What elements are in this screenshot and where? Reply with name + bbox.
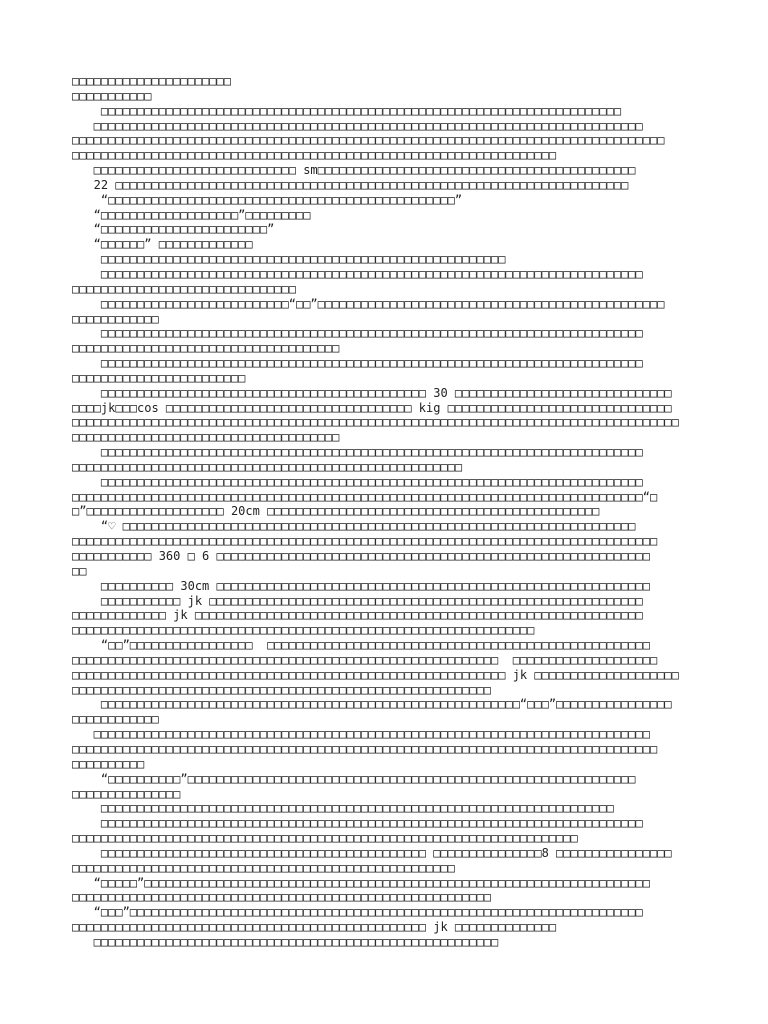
text-line: □□□□□□□□□□□□□□□□□□□□□□□□□□□□□□□□□□□□□□□□□□□□□□□□□□□□□□□□□□□□□□□□□□□□□□□□□□□ (72, 474, 643, 489)
text-line: □□□□□□□□□□□□□□□□□□□□□□□□□□□□□□□□□□□□□ (72, 430, 340, 445)
text-line: □”□□□□□□□□□□□□□□□□□□□ 20cm □□□□□□□□□□□□□□□□□□□□□□□□□□□□□□□□□□□□□□□□□□□□□□ (72, 504, 600, 519)
text-line: □□□□□□□□□□□□□□□□□□□□□□□□□□□□□□□□□□□□□□□□□□□□□□□□□□□□□□□□□□□□□□□□□□□□□□□ (72, 801, 614, 816)
text-line: □□□□□□□□□□□□□□□□□□□□□□□□□□“□□”□□□□□□□□□□□□□□□□□□□□□□□□□□□□□□□□□□□□□□□□□□□□□□□□ (72, 296, 665, 311)
text-line: □□□□□□□□□□□□□□□□□□□□□□□□□□□□□□□□□□□□□□□□□□□□□□□□□□□□□□□□□□□□□□□□□□□□□□□□□□□□□□□□□ (72, 534, 658, 549)
text-line: □□□□□□□□□□□□□□□ (72, 786, 181, 801)
text-line: □□□□□□□□□□□□□□□□□□□□□□□□□□□□□□□□□□□□□□□□□□□□□□□□□□□□□□□□□□□□□□□□□□□□□□□□□□□□□□□□□□□□ (72, 415, 679, 430)
text-line: □□□□□□□□□□□□□□□□□□□□□□□□□□□□□□□□□□□□□□□□□□□□□□□□□ jk □□□□□□□□□□□□□□ (72, 920, 557, 935)
text-line: □□□□□□□□□□□□ (72, 311, 159, 326)
text-line: □□□□□□□□□□□□ (72, 712, 159, 727)
document-body (72, 74, 712, 950)
text-line: □□□□□□□□□□□□□□□□□□□□□□□□□□□□□□□□□□□□□□□□□□□□□ 30 □□□□□□□□□□□□□□□□□□□□□□□□□□□□□□ (72, 385, 672, 400)
text-line: □□□□□□□□□□□□□□□□□□□□□□ (72, 74, 231, 88)
text-line: □□□□□□□□□□□□□□□□□□□□□□□□□□□□□□□□□□□□□□□□□□□□□□□□□□□□□□□□□□□□□□□□□□□ (72, 148, 557, 163)
text-line: 22 □□□□□□□□□□□□□□□□□□□□□□□□□□□□□□□□□□□□□□□□□□□□□□□□□□□□□□□□□□□□□□□□□□□□□□□ (72, 177, 629, 192)
text-line: □□□□□□□□□□□□□□□□□□□□□□□□□□□□□□□□□□□□□□□□□□□□□□□□□□□□□□□□ (72, 252, 506, 267)
text-line: □□□□□□□□□□□□□□□□□□□□□□□□□□□□□□□□□□□□□□□□□□□□□□□□□□□□□□□□□□ (72, 682, 492, 697)
text-line: □□□□□□□□□□□□□□□□□□□□□□□□□□□□ sm□□□□□□□□□□□□□□□□□□□□□□□□□□□□□□□□□□□□□□□□□□□□ (72, 163, 636, 178)
text-line: □□□□□□□□□□□□□□□□□□□□□□□□□□□□□□□□□□□□□□□□□□□□□□□□□□□□□□□□□□□□□□□□□□□□□□□□□□□ (72, 356, 643, 371)
text-line: □□□□□□□□□□ 30cm □□□□□□□□□□□□□□□□□□□□□□□□□□□□□□□□□□□□□□□□□□□□□□□□□□□□□□□□□□□□ (72, 578, 650, 593)
text-line: □□□□□□□□□□□□□□□□□□□□□□□□□□□□□□□□□□□□□□□□□□□□□□□□□□□□□ (72, 860, 455, 875)
text-line: □□□□□□□□□□□ (72, 88, 152, 103)
text-line: □□□□□□□□□□□□□□□□□□□□□□□□□□□□□□□□□□□□□□□□□□□□□□□□□□□□□□□□□□□□□□□□□□□□□□□□□□□□□□□□□□ (72, 133, 665, 148)
text-line: “□□□□□□” □□□□□□□□□□□□□ (72, 237, 253, 252)
text-line: □□□□□□□□□□□□□□□□□□□□□□□□□□□□□□□□□□□□□□□□□□□□□□□□□□□□□□□□□□□□□□□□□□□□□□□□□□□ (72, 326, 643, 341)
text-line: “□□”□□□□□□□□□□□□□□□□□ □□□□□□□□□□□□□□□□□□□□□□□□□□□□□□□□□□□□□□□□□□□□□□□□□□□□□ (72, 638, 650, 653)
text-line: □□□□□□□□□□□□□□□□□□□□□□□□□□□□□□□□□□□□□□□□□□□□□□□□□□□□□□□□□□□□□□□□□□□□□□□□□□□ (72, 266, 643, 281)
text-line: “□□□□□□□□□□□□□□□□□□□”□□□□□□□□□ (72, 207, 311, 222)
text-line: □□□□□□□□□□□□□□□□□□□□□□□□□□□□□□□□□□□□□□□□□□□□□□□□□□□□□□□□□□ (72, 890, 492, 905)
text-line: □□ (72, 563, 87, 578)
text-line: □□□□□□□□□□□□□□□□□□□□□□□□□□□□□□□□□□□□□□□□□□□□□□□□□□□□□□□□ (72, 934, 499, 949)
text-line: □□□□□□□□□□□□□□□□□□□□□□□□□□□□□□□□□□□□□□□□□□□□□□□□□□□□□□□□□□□□□□□□□□□□□□□□□□□ (72, 445, 643, 460)
text-line: □□□□□□□□□□ (72, 756, 145, 771)
text-line: □□□□□□□□□□□ 360 □ 6 □□□□□□□□□□□□□□□□□□□□□□□□□□□□□□□□□□□□□□□□□□□□□□□□□□□□□□□□□□□□ (72, 549, 650, 563)
text-line: □□□□□□□□□□□□□□□□□□□□□□□□□□□□□□□□□□□□□ (72, 341, 340, 356)
text-line: □□□□□□□□□□□□□□□□□□□□□□□□□□□□□□□□□□□□□□□□□□□□□□□□□□□□□□□□□□“□□□”□□□□□□□□□□□□□□□□ (72, 697, 672, 712)
text-line: “□□□”□□□□□□□□□□□□□□□□□□□□□□□□□□□□□□□□□□□□□□□□□□□□□□□□□□□□□□□□□□□□□□□□□□□□□□□ (72, 905, 643, 920)
text-line: “□□□□□□□□□□□□□□□□□□□□□□□□□□□□□□□□□□□□□□□□□□□□□□□□” (72, 192, 463, 207)
text-line: □□□□□□□□□□□□□□□□□□□□□□□□□□□□□□□□□□□□□□□□□□□□□□□□□□□□□□□□□□□□□□□□□□□□□□□□□□□□ (72, 118, 643, 133)
text-line: □□□□□□□□□□□□□□□□□□□□□□□□□□□□□□□□□□□□□□□□□□□□□ □□□□□□□□□□□□□□□8 □□□□□□□□□□□□□□□□ (72, 845, 672, 860)
text-line: □□□□□□□□□□□□□□□□□□□□□□□□□□□□□□□□□□□□□□□□□□□□□□□□□□□□□□□□□□□ □□□□□□□□□□□□□□□□□□□□ (72, 652, 658, 667)
text-line: “□□□□□”□□□□□□□□□□□□□□□□□□□□□□□□□□□□□□□□□□□□□□□□□□□□□□□□□□□□□□□□□□□□□□□□□□□□□□ (72, 875, 650, 890)
text-line: “□□□□□□□□□□”□□□□□□□□□□□□□□□□□□□□□□□□□□□□□□□□□□□□□□□□□□□□□□□□□□□□□□□□□□□□□□ (72, 771, 636, 786)
text-line: □□□□□□□□□□□□□□□□□□□□□□□□□□□□□□□□□□□□□□□□□□□□□□□□□□□□□□□□□□□□□□□□□□□□□□□□□□□□□□□“□ (72, 489, 658, 504)
text-line: □□□□□□□□□□□□□□□□□□□□□□□□□□□□□□□□□□□□□□□□□□□□□□□□□□□□□□□□□□□□□□□□ (72, 623, 535, 638)
text-line: “□□□□□□□□□□□□□□□□□□□□□□□” (72, 222, 275, 237)
text-line: □□□□□□□□□□□□□□□□□□□□□□□□□□□□□□□□□□□□□□□□□□□□□□□□□□□□□□□□□□□□□□□□□□□□□□□□□□□□□□□□□ (72, 741, 658, 756)
text-line: □□□□□□□□□□□□□□□□□□□□□□□□□□□□□□□□□□□□□□□□□□□□□□□□□□□□□□□□□□□□□□□□□□□□□□□□ (72, 103, 622, 118)
text-line: □□□□□□□□□□□□□□□□□□□□□□□□□□□□□□□ (72, 281, 296, 296)
text-line: □□□□□□□□□□□□□□□□□□□□□□□□□□□□□□□□□□□□□□□□□□□□□□□□□□□□□□□□□□□□□□□□□□□□□□□□□□□ (72, 816, 643, 831)
text-line: □□□□□□□□□□□□□□□□□□□□□□□□□□□□□□□□□□□□□□□□□□□□□□□□□□□□□□□□□□□□□□□□□□□□□□ (72, 831, 578, 846)
text-line: □□□□□□□□□□□□□ jk □□□□□□□□□□□□□□□□□□□□□□□□□□□□□□□□□□□□□□□□□□□□□□□□□□□□□□□□□□□□□□ (72, 608, 643, 623)
text-line: □□□□jk□□□cos □□□□□□□□□□□□□□□□□□□□□□□□□□□□□□□□□□ kig □□□□□□□□□□□□□□□□□□□□□□□□□□□□□□□ (72, 400, 672, 415)
text-line: □□□□□□□□□□□□□□□□□□□□□□□□□□□□□□□□□□□□□□□□□□□□□□□□□□□□□□ (72, 459, 463, 474)
text-line: “♡ □□□□□□□□□□□□□□□□□□□□□□□□□□□□□□□□□□□□□□□□□□□□□□□□□□□□□□□□□□□□□□□□□□□□□□□ (72, 519, 636, 534)
text-line: □□□□□□□□□□□□□□□□□□□□□□□□□□□□□□□□□□□□□□□□□□□□□□□□□□□□□□□□□□□□ jk □□□□□□□□□□□□□□□□□□□□ (72, 667, 679, 682)
text-line: □□□□□□□□□□□□□□□□□□□□□□□□ (72, 370, 246, 385)
text-line: □□□□□□□□□□□□□□□□□□□□□□□□□□□□□□□□□□□□□□□□□□□□□□□□□□□□□□□□□□□□□□□□□□□□□□□□□□□□□ (72, 727, 650, 742)
text-line: □□□□□□□□□□□ jk □□□□□□□□□□□□□□□□□□□□□□□□□□□□□□□□□□□□□□□□□□□□□□□□□□□□□□□□□□□□ (72, 593, 643, 608)
